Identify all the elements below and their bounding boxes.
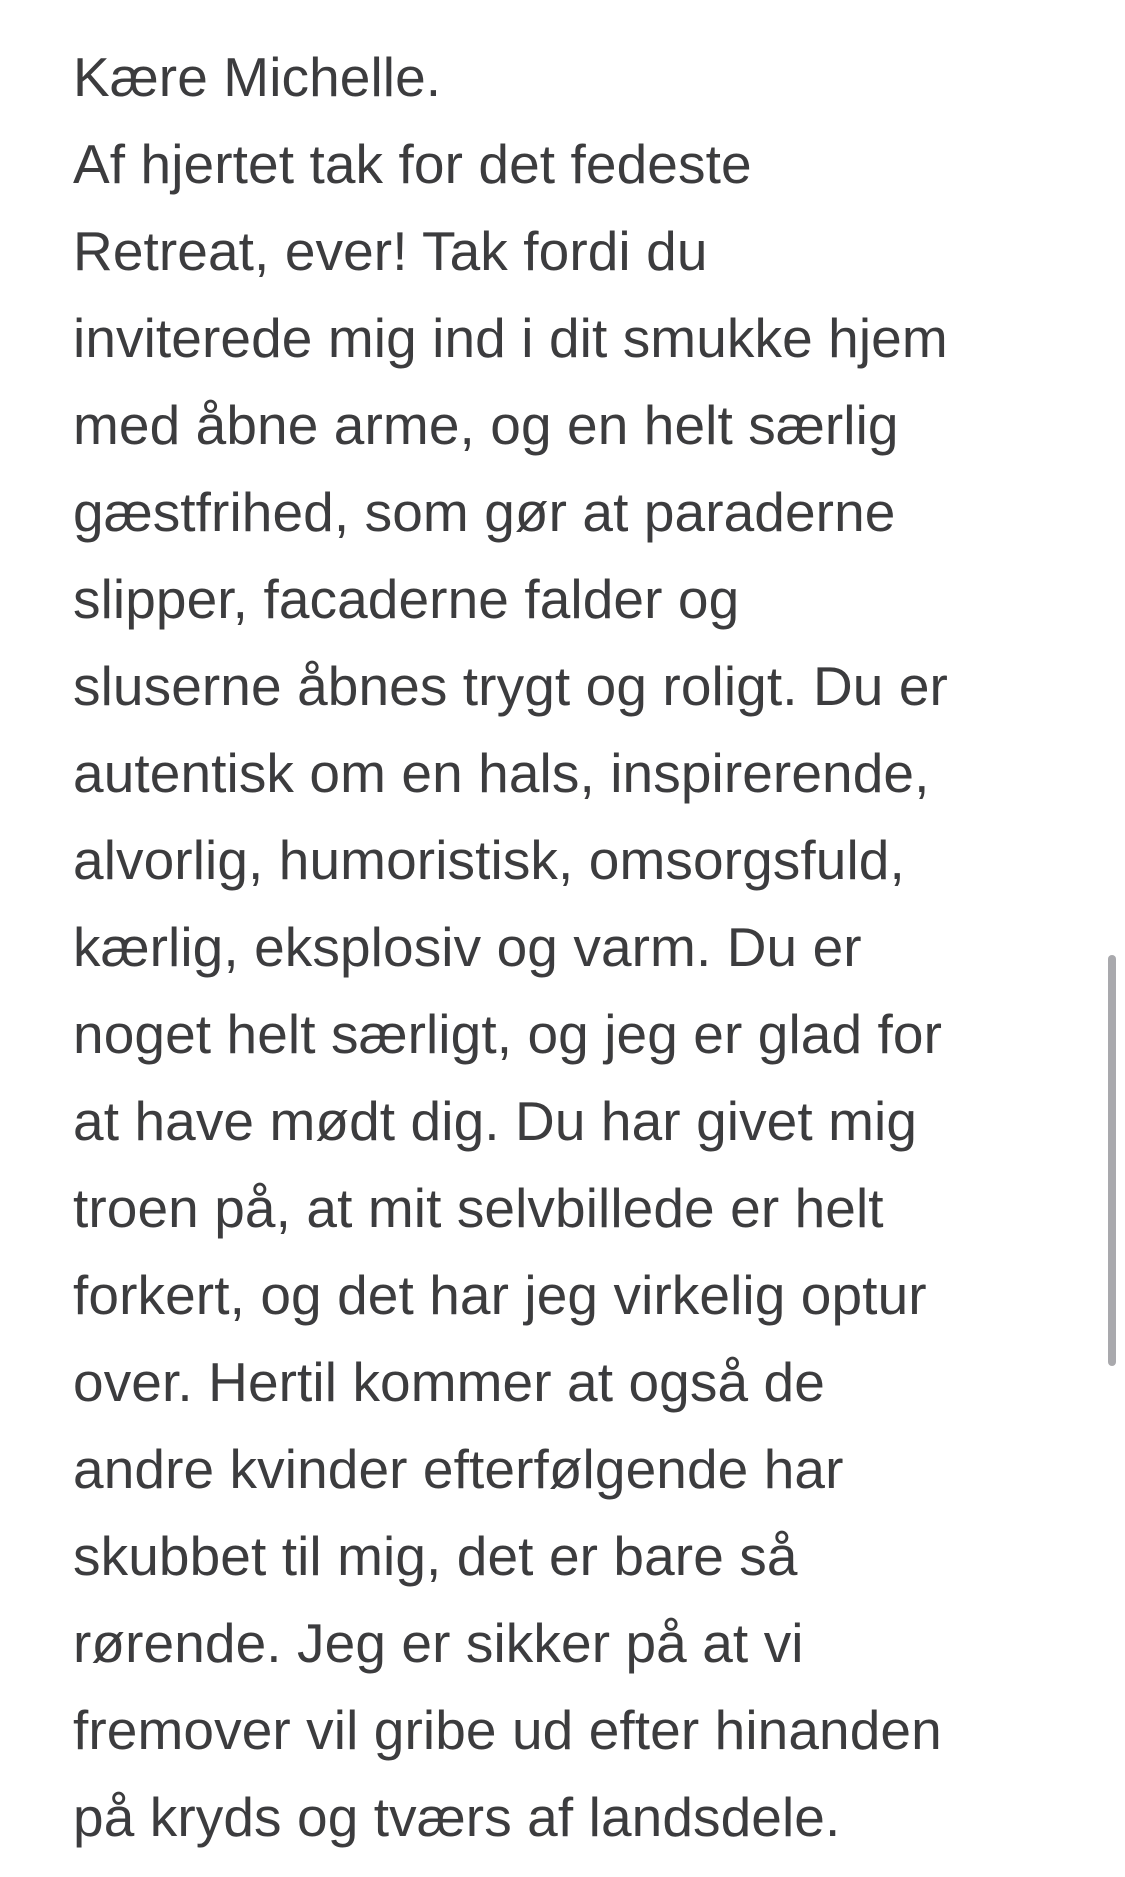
note-line: andre kvinder efterfølgende har: [73, 1438, 844, 1500]
note-line: rørende. Jeg er sikker på at vi: [73, 1612, 804, 1674]
note-line: slipper, facaderne falder og: [73, 568, 740, 630]
note-line: inviterede mig ind i dit smukke hjem: [73, 307, 948, 369]
note-text-area[interactable]: [73, 34, 1073, 1861]
note-line: sluserne åbnes trygt og roligt. Du er: [73, 655, 948, 717]
note-line: gæstfrihed, som gør at paraderne: [73, 481, 896, 543]
note-line: troen på, at mit selvbillede er helt: [73, 1177, 884, 1239]
note-line: autentisk om en hals, inspirerende,: [73, 742, 930, 804]
note-line: Kære Michelle.: [73, 46, 442, 108]
vertical-scrollbar[interactable]: [1108, 955, 1116, 1366]
note-line: Retreat, ever! Tak fordi du: [73, 220, 708, 282]
note-line: forkert, og det har jeg virkelig optur: [73, 1264, 927, 1326]
note-line: med åbne arme, og en helt særlig: [73, 394, 899, 456]
note-line: fremover vil gribe ud efter hinanden: [73, 1699, 942, 1761]
note-line: alvorlig, humoristisk, omsorgsfuld,: [73, 829, 905, 891]
note-line: Af hjertet tak for det fedeste: [73, 133, 752, 195]
note-line: på kryds og tværs af landsdele.: [73, 1786, 841, 1848]
note-line: over. Hertil kommer at også de: [73, 1351, 825, 1413]
note-line: at have mødt dig. Du har givet mig: [73, 1090, 918, 1152]
note-line: kærlig, eksplosiv og varm. Du er: [73, 916, 862, 978]
note-line: noget helt særligt, og jeg er glad for: [73, 1003, 943, 1065]
note-line: skubbet til mig, det er bare så: [73, 1525, 798, 1587]
